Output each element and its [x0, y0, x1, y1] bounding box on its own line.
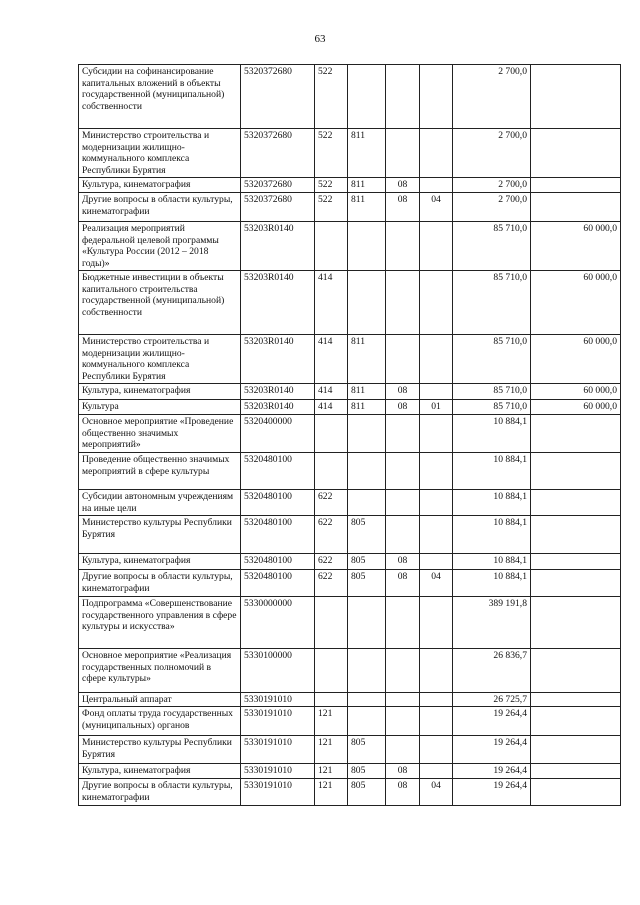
row-expense-type-cell: 522 [315, 65, 348, 129]
row-code-cell: 5330191010 [241, 779, 315, 806]
row-code-cell: 5320480100 [241, 453, 315, 490]
table-row [79, 707, 621, 736]
row-ministry-cell [348, 597, 386, 649]
row-section-cell [386, 415, 420, 453]
row-ministry-cell: 811 [348, 335, 386, 384]
row-federal-sum-cell [531, 453, 621, 490]
row-code-cell: 5320480100 [241, 490, 315, 516]
row-subsection-cell [420, 516, 453, 554]
table-row [79, 65, 621, 129]
table-row [79, 764, 621, 779]
row-ministry-cell: 811 [348, 400, 386, 415]
row-federal-sum-cell [531, 779, 621, 806]
row-subsection-cell [420, 693, 453, 707]
table-row [79, 129, 621, 178]
table-row [79, 335, 621, 384]
row-subsection-cell [420, 764, 453, 779]
table-row [79, 400, 621, 415]
row-code-cell: 5320480100 [241, 570, 315, 597]
row-expense-type-cell: 622 [315, 490, 348, 516]
row-federal-sum-cell [531, 490, 621, 516]
row-expense-type-cell: 622 [315, 554, 348, 570]
table-row [79, 453, 621, 490]
row-sum-cell: 10 884,1 [453, 554, 531, 570]
row-sum-cell: 85 710,0 [453, 271, 531, 335]
row-section-cell [386, 490, 420, 516]
row-section-cell: 08 [386, 779, 420, 806]
row-code-cell: 53203R0140 [241, 384, 315, 400]
row-federal-sum-cell: 60 000,0 [531, 271, 621, 335]
table-row [79, 516, 621, 554]
table-row [79, 415, 621, 453]
row-sum-cell: 2 700,0 [453, 193, 531, 222]
row-name-cell: Подпрограмма «Совершенствование государственного управления в сфере культуры и искусства» [79, 597, 241, 649]
row-sum-cell: 10 884,1 [453, 490, 531, 516]
row-sum-cell: 19 264,4 [453, 779, 531, 806]
row-federal-sum-cell: 60 000,0 [531, 400, 621, 415]
row-ministry-cell [348, 649, 386, 693]
table-row [79, 222, 621, 271]
row-subsection-cell [420, 222, 453, 271]
row-sum-cell: 85 710,0 [453, 335, 531, 384]
row-subsection-cell [420, 271, 453, 335]
row-section-cell: 08 [386, 178, 420, 193]
row-subsection-cell [420, 129, 453, 178]
row-federal-sum-cell [531, 129, 621, 178]
row-section-cell: 08 [386, 384, 420, 400]
row-ministry-cell: 811 [348, 193, 386, 222]
row-name-cell: Фонд оплаты труда государственных (муниципальных) органов [79, 707, 241, 736]
row-sum-cell: 2 700,0 [453, 178, 531, 193]
page-number: 63 [314, 33, 326, 45]
row-subsection-cell: 04 [420, 193, 453, 222]
row-subsection-cell [420, 490, 453, 516]
row-federal-sum-cell [531, 597, 621, 649]
row-expense-type-cell: 414 [315, 271, 348, 335]
row-ministry-cell [348, 490, 386, 516]
row-ministry-cell: 811 [348, 129, 386, 178]
row-name-cell: Другие вопросы в области культуры, кинематографии [79, 193, 241, 222]
row-expense-type-cell: 121 [315, 707, 348, 736]
row-sum-cell: 26 836,7 [453, 649, 531, 693]
row-section-cell: 08 [386, 554, 420, 570]
row-sum-cell: 10 884,1 [453, 516, 531, 554]
row-code-cell: 5330100000 [241, 649, 315, 693]
row-section-cell [386, 453, 420, 490]
row-name-cell: Культура, кинематография [79, 178, 241, 193]
row-ministry-cell: 805 [348, 779, 386, 806]
row-subsection-cell [420, 707, 453, 736]
row-subsection-cell [420, 384, 453, 400]
row-section-cell [386, 222, 420, 271]
row-ministry-cell [348, 222, 386, 271]
row-sum-cell: 85 710,0 [453, 400, 531, 415]
row-expense-type-cell [315, 693, 348, 707]
row-name-cell: Культура, кинематография [79, 384, 241, 400]
budget-table-body [79, 65, 621, 806]
table-row [79, 693, 621, 707]
row-section-cell [386, 736, 420, 764]
row-expense-type-cell [315, 415, 348, 453]
row-name-cell: Центральный аппарат [79, 693, 241, 707]
budget-table [78, 64, 621, 806]
table-row [79, 779, 621, 806]
row-section-cell [386, 707, 420, 736]
row-section-cell [386, 65, 420, 129]
row-federal-sum-cell [531, 707, 621, 736]
row-subsection-cell [420, 736, 453, 764]
row-expense-type-cell: 522 [315, 178, 348, 193]
row-section-cell: 08 [386, 193, 420, 222]
row-sum-cell: 2 700,0 [453, 65, 531, 129]
row-sum-cell: 19 264,4 [453, 707, 531, 736]
table-row [79, 384, 621, 400]
row-section-cell [386, 693, 420, 707]
row-ministry-cell: 805 [348, 736, 386, 764]
row-ministry-cell: 805 [348, 570, 386, 597]
row-name-cell: Министерство культуры Республики Бурятия [79, 736, 241, 764]
row-name-cell: Министерство культуры Республики Бурятия [79, 516, 241, 554]
row-expense-type-cell [315, 222, 348, 271]
row-subsection-cell [420, 335, 453, 384]
row-subsection-cell [420, 65, 453, 129]
row-code-cell: 53203R0140 [241, 222, 315, 271]
row-subsection-cell: 01 [420, 400, 453, 415]
row-code-cell: 5320372680 [241, 178, 315, 193]
row-expense-type-cell: 522 [315, 129, 348, 178]
row-federal-sum-cell [531, 693, 621, 707]
row-sum-cell: 19 264,4 [453, 736, 531, 764]
row-subsection-cell: 04 [420, 779, 453, 806]
row-expense-type-cell [315, 649, 348, 693]
row-federal-sum-cell [531, 178, 621, 193]
row-federal-sum-cell [531, 193, 621, 222]
row-subsection-cell [420, 649, 453, 693]
row-sum-cell: 85 710,0 [453, 384, 531, 400]
row-federal-sum-cell: 60 000,0 [531, 222, 621, 271]
row-expense-type-cell: 121 [315, 764, 348, 779]
row-name-cell: Основное мероприятие «Проведение общественно значимых мероприятий» [79, 415, 241, 453]
table-row [79, 554, 621, 570]
row-expense-type-cell: 414 [315, 400, 348, 415]
row-section-cell: 08 [386, 570, 420, 597]
row-code-cell: 5330000000 [241, 597, 315, 649]
row-federal-sum-cell: 60 000,0 [531, 384, 621, 400]
row-expense-type-cell [315, 597, 348, 649]
row-code-cell: 5330191010 [241, 707, 315, 736]
row-code-cell: 5320372680 [241, 65, 315, 129]
table-row [79, 271, 621, 335]
row-expense-type-cell: 522 [315, 193, 348, 222]
row-code-cell: 5330191010 [241, 693, 315, 707]
table-row [79, 736, 621, 764]
row-federal-sum-cell [531, 736, 621, 764]
table-row [79, 193, 621, 222]
row-name-cell: Субсидии автономным учреждениям на иные цели [79, 490, 241, 516]
row-code-cell: 5330191010 [241, 764, 315, 779]
row-section-cell [386, 335, 420, 384]
row-federal-sum-cell [531, 554, 621, 570]
row-ministry-cell [348, 65, 386, 129]
row-sum-cell: 10 884,1 [453, 415, 531, 453]
row-subsection-cell [420, 453, 453, 490]
row-sum-cell: 389 191,8 [453, 597, 531, 649]
row-code-cell: 53203R0140 [241, 271, 315, 335]
table-row [79, 490, 621, 516]
row-sum-cell: 10 884,1 [453, 570, 531, 597]
row-section-cell [386, 649, 420, 693]
row-ministry-cell: 805 [348, 516, 386, 554]
row-name-cell: Культура [79, 400, 241, 415]
row-expense-type-cell: 622 [315, 570, 348, 597]
row-name-cell: Основное мероприятие «Реализация государственных полномочий в сфере культуры» [79, 649, 241, 693]
row-subsection-cell [420, 554, 453, 570]
row-name-cell: Культура, кинематография [79, 764, 241, 779]
row-expense-type-cell: 121 [315, 779, 348, 806]
row-ministry-cell [348, 693, 386, 707]
row-name-cell: Другие вопросы в области культуры, кинематографии [79, 570, 241, 597]
row-sum-cell: 10 884,1 [453, 453, 531, 490]
row-section-cell: 08 [386, 400, 420, 415]
row-expense-type-cell [315, 453, 348, 490]
row-name-cell: Бюджетные инвестиции в объекты капитального строительства государственной (муниципальной) собственности [79, 271, 241, 335]
row-subsection-cell: 04 [420, 570, 453, 597]
row-federal-sum-cell [531, 516, 621, 554]
row-section-cell [386, 271, 420, 335]
row-code-cell: 5320400000 [241, 415, 315, 453]
row-ministry-cell: 811 [348, 178, 386, 193]
row-name-cell: Реализация мероприятий федеральной целевой программы «Культура России (2012 – 2018 годы)» [79, 222, 241, 271]
row-name-cell: Министерство строительства и модернизации жилищно-коммунального комплекса Республики Бурятия [79, 129, 241, 178]
row-name-cell: Субсидии на софинансирование капитальных вложений в объекты государственной (муниципальной) собственности [79, 65, 241, 129]
row-section-cell [386, 129, 420, 178]
row-sum-cell: 2 700,0 [453, 129, 531, 178]
row-name-cell: Министерство строительства и модернизации жилищно-коммунального комплекса Республики Бурятия [79, 335, 241, 384]
row-expense-type-cell: 121 [315, 736, 348, 764]
row-subsection-cell [420, 415, 453, 453]
row-section-cell [386, 516, 420, 554]
row-section-cell: 08 [386, 764, 420, 779]
row-code-cell: 5320480100 [241, 516, 315, 554]
row-ministry-cell: 811 [348, 384, 386, 400]
row-code-cell: 5330191010 [241, 736, 315, 764]
row-federal-sum-cell [531, 570, 621, 597]
row-ministry-cell [348, 453, 386, 490]
row-code-cell: 53203R0140 [241, 400, 315, 415]
row-name-cell: Культура, кинематография [79, 554, 241, 570]
row-federal-sum-cell [531, 65, 621, 129]
row-section-cell [386, 597, 420, 649]
row-federal-sum-cell [531, 764, 621, 779]
row-code-cell: 5320480100 [241, 554, 315, 570]
table-row [79, 178, 621, 193]
table-row [79, 649, 621, 693]
row-federal-sum-cell: 60 000,0 [531, 335, 621, 384]
row-expense-type-cell: 622 [315, 516, 348, 554]
row-ministry-cell [348, 271, 386, 335]
row-federal-sum-cell [531, 649, 621, 693]
row-code-cell: 5320372680 [241, 129, 315, 178]
row-code-cell: 5320372680 [241, 193, 315, 222]
row-sum-cell: 85 710,0 [453, 222, 531, 271]
row-expense-type-cell: 414 [315, 384, 348, 400]
row-sum-cell: 19 264,4 [453, 764, 531, 779]
table-row [79, 597, 621, 649]
row-ministry-cell [348, 707, 386, 736]
row-expense-type-cell: 414 [315, 335, 348, 384]
row-ministry-cell: 805 [348, 764, 386, 779]
table-row [79, 570, 621, 597]
row-name-cell: Другие вопросы в области культуры, кинематографии [79, 779, 241, 806]
row-ministry-cell: 805 [348, 554, 386, 570]
row-name-cell: Проведение общественно значимых мероприятий в сфере культуры [79, 453, 241, 490]
row-subsection-cell [420, 597, 453, 649]
row-federal-sum-cell [531, 415, 621, 453]
row-subsection-cell [420, 178, 453, 193]
row-code-cell: 53203R0140 [241, 335, 315, 384]
row-ministry-cell [348, 415, 386, 453]
row-sum-cell: 26 725,7 [453, 693, 531, 707]
